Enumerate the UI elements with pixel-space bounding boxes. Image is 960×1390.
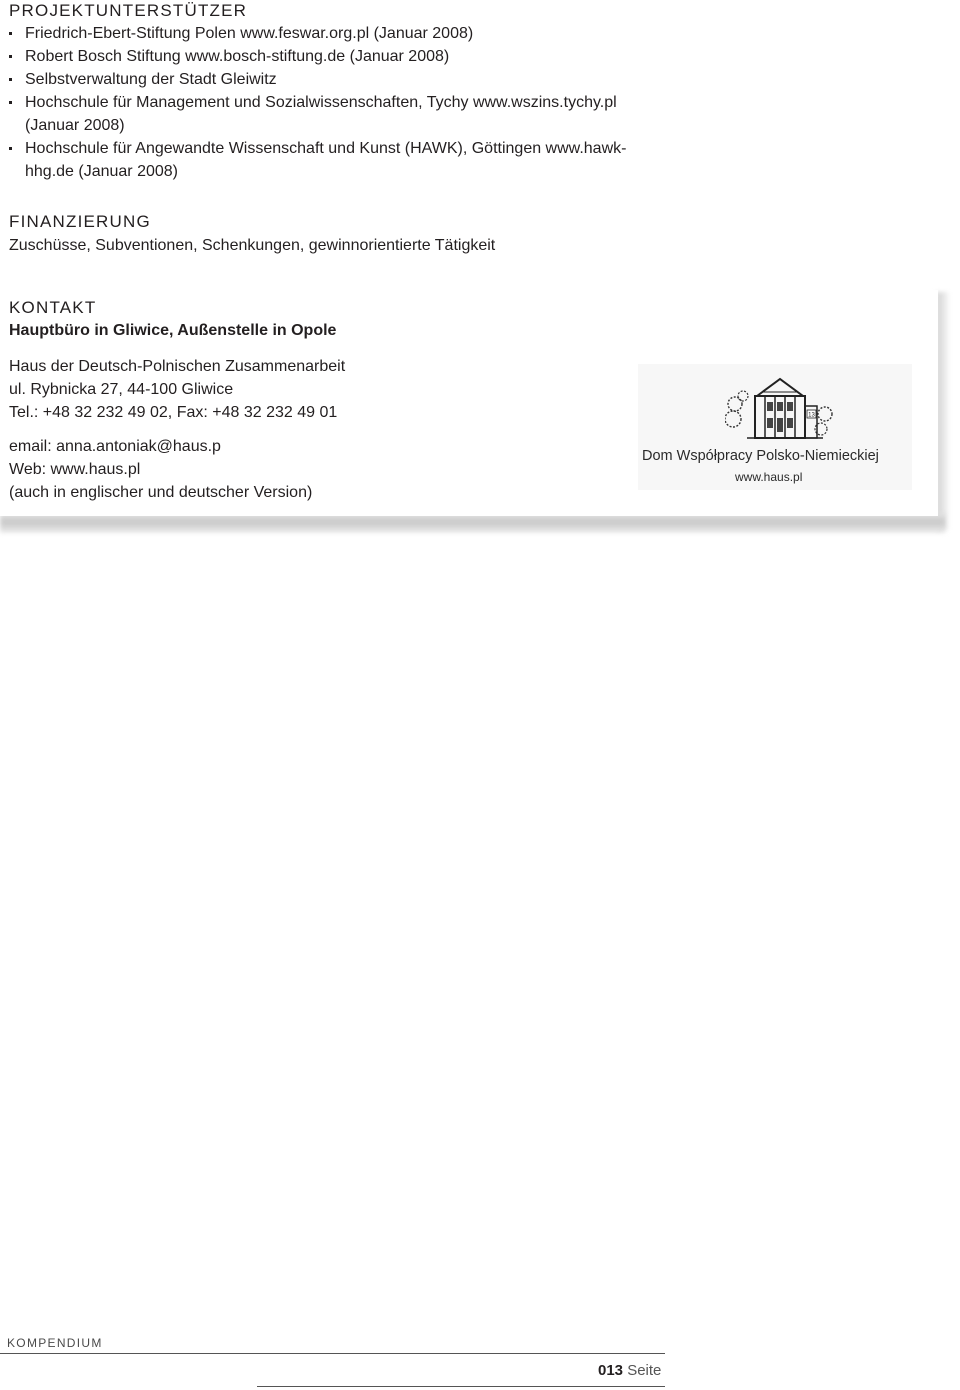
building-icon [725,374,835,444]
card-shadow-bottom [0,513,945,533]
heading-projektunterstuetzer: PROJEKTUNTERSTÜTZER [9,1,248,20]
list-item: Hochschule für Management und Sozialwissenschaften, Tychy www.wszins.tychy.pl (Januar 2008) [9,91,675,137]
logo-url: www.haus.pl [735,470,803,484]
heading-kontakt: KONTAKT [9,298,97,317]
heading-finanzierung: FINANZIERUNG [9,212,151,231]
footer-label: KOMPENDIUM [7,1336,103,1350]
list-item: Friedrich-Ebert-Stiftung Polen www.feswar.org.pl (Januar 2008) [9,22,675,45]
footer-divider-bottom [257,1386,665,1387]
phone-fax-line: Tel.: +48 32 232 49 02, Fax: +48 32 232 49 01 [9,404,338,421]
page-number-value: 013 [598,1362,624,1379]
address-line: ul. Rybnicka 27, 44-100 Gliwice [9,381,234,398]
funding-text: Zuschüsse, Subventionen, Schenkungen, gewinnorientierte Tätigkeit [9,237,496,254]
supporters-list [9,22,675,183]
footer-divider [0,1353,665,1354]
page-number-word: Seite [627,1362,662,1379]
office-locations: Hauptbüro in Gliwice, Außenstelle in Opole [9,322,337,339]
list-item: Hochschule für Angewandte Wissenschaft und Kunst (HAWK), Göttingen www.hawk-hhg.de (Januar 2008) [9,137,675,183]
page-number [598,1362,661,1379]
card-shadow-side [936,292,950,530]
address-line: Haus der Deutsch-Polnischen Zusammenarbeit [9,358,346,375]
language-note: (auch in englischer und deutscher Version) [9,484,313,501]
address-block [9,355,345,424]
haus-logo [638,364,912,490]
list-item: Robert Bosch Stiftung www.bosch-stiftung.de (Januar 2008) [9,45,675,68]
list-item: Selbstverwaltung der Stadt Gleiwitz [9,68,675,91]
logo-title: Dom Współpracy Polsko-Niemieckiej [642,448,879,464]
building-number: 13 [808,412,815,419]
email-line[interactable]: email: anna.antoniak@haus.p [9,438,221,455]
web-line[interactable]: Web: www.haus.pl [9,461,141,478]
web-block [9,435,312,504]
